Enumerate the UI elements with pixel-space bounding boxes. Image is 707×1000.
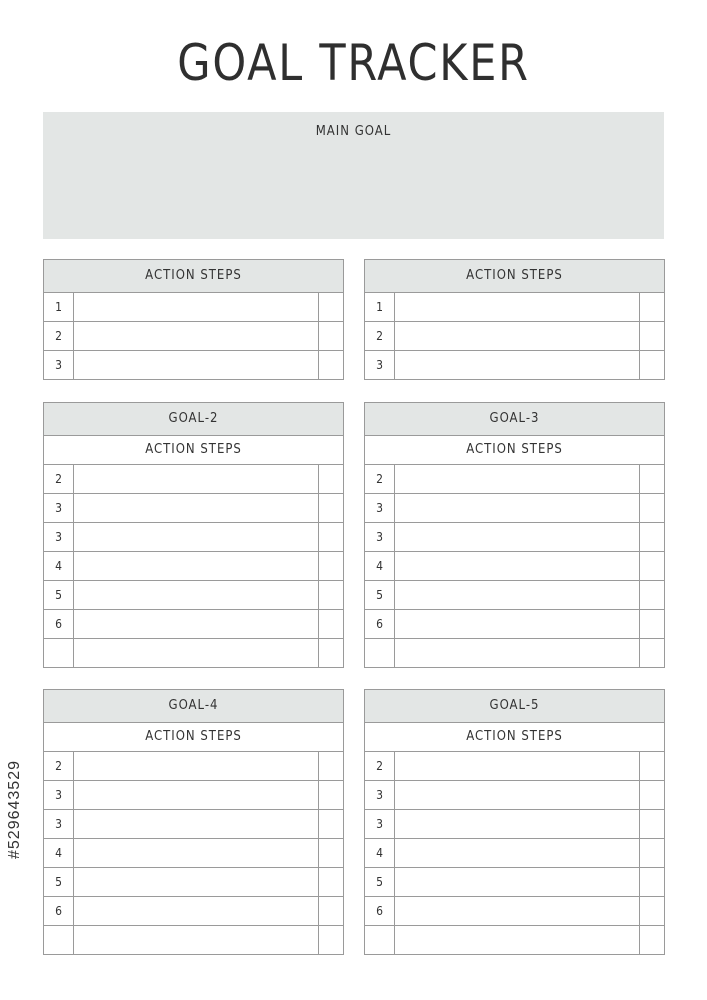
step-cell[interactable]	[74, 581, 319, 610]
table-row	[365, 926, 665, 955]
check-cell[interactable]	[640, 897, 665, 926]
table-row	[365, 581, 665, 610]
table-row	[44, 610, 344, 639]
row-number	[365, 926, 395, 955]
table-row	[44, 523, 344, 552]
step-cell[interactable]	[395, 839, 640, 868]
step-cell[interactable]	[74, 322, 319, 351]
table-row	[44, 752, 344, 781]
row-number: 1	[365, 293, 395, 322]
check-cell[interactable]	[319, 351, 344, 380]
table-row	[365, 839, 665, 868]
stock-id-label: #529643529	[6, 760, 23, 859]
row-number: 4	[44, 839, 74, 868]
step-cell[interactable]	[74, 926, 319, 955]
step-cell[interactable]	[74, 639, 319, 668]
check-cell[interactable]	[640, 868, 665, 897]
action-steps-header: ACTION STEPS	[365, 436, 665, 465]
table-row	[44, 351, 344, 380]
main-goal-box[interactable]	[43, 112, 664, 239]
row-number: 3	[365, 494, 395, 523]
step-cell[interactable]	[74, 494, 319, 523]
step-cell[interactable]	[395, 781, 640, 810]
table-row	[44, 322, 344, 351]
table-row	[44, 293, 344, 322]
goal-4-table	[43, 689, 344, 955]
row-number: 6	[44, 610, 74, 639]
action-steps-table-1-right	[364, 259, 665, 380]
step-cell[interactable]	[395, 552, 640, 581]
table-row	[365, 752, 665, 781]
check-cell[interactable]	[319, 581, 344, 610]
step-cell[interactable]	[395, 322, 640, 351]
check-cell[interactable]	[640, 552, 665, 581]
check-cell[interactable]	[319, 810, 344, 839]
check-cell[interactable]	[640, 581, 665, 610]
table-row	[44, 552, 344, 581]
action-steps-header: ACTION STEPS	[365, 260, 665, 293]
check-cell[interactable]	[640, 523, 665, 552]
row-number	[44, 639, 74, 668]
table-row	[44, 839, 344, 868]
row-number: 1	[44, 293, 74, 322]
step-cell[interactable]	[395, 868, 640, 897]
check-cell[interactable]	[640, 465, 665, 494]
check-cell[interactable]	[319, 465, 344, 494]
row-number: 6	[44, 897, 74, 926]
table-row	[365, 552, 665, 581]
check-cell[interactable]	[319, 494, 344, 523]
step-cell[interactable]	[395, 523, 640, 552]
table-row	[365, 897, 665, 926]
page-title: GOAL TRACKER	[177, 34, 530, 92]
goal-title: GOAL-3	[365, 403, 665, 436]
row-number: 6	[365, 610, 395, 639]
row-number: 2	[44, 465, 74, 494]
table-row	[44, 639, 344, 668]
check-cell[interactable]	[640, 926, 665, 955]
table-row	[44, 897, 344, 926]
step-cell[interactable]	[74, 752, 319, 781]
row-number: 2	[44, 322, 74, 351]
action-steps-table-1-left	[43, 259, 344, 380]
check-cell[interactable]	[640, 494, 665, 523]
row-number: 3	[44, 494, 74, 523]
step-cell[interactable]	[74, 610, 319, 639]
action-steps-header: ACTION STEPS	[365, 723, 665, 752]
step-cell[interactable]	[395, 752, 640, 781]
step-cell[interactable]	[74, 810, 319, 839]
check-cell[interactable]	[319, 752, 344, 781]
row-number: 3	[44, 523, 74, 552]
row-number: 4	[365, 552, 395, 581]
table-row	[365, 639, 665, 668]
row-number: 5	[365, 581, 395, 610]
action-steps-header: ACTION STEPS	[44, 723, 344, 752]
step-cell[interactable]	[395, 810, 640, 839]
row-number: 3	[44, 810, 74, 839]
step-cell[interactable]	[74, 868, 319, 897]
step-cell[interactable]	[74, 781, 319, 810]
table-row	[365, 322, 665, 351]
check-cell[interactable]	[640, 639, 665, 668]
check-cell[interactable]	[319, 781, 344, 810]
check-cell[interactable]	[640, 781, 665, 810]
step-cell[interactable]	[395, 581, 640, 610]
table-row	[44, 926, 344, 955]
goal-5-table	[364, 689, 665, 955]
table-row	[44, 868, 344, 897]
row-number: 2	[365, 465, 395, 494]
check-cell[interactable]	[640, 610, 665, 639]
row-number	[44, 926, 74, 955]
row-number: 3	[365, 523, 395, 552]
table-row	[365, 810, 665, 839]
check-cell[interactable]	[319, 897, 344, 926]
row-number: 4	[44, 552, 74, 581]
check-cell[interactable]	[319, 552, 344, 581]
row-number: 3	[365, 351, 395, 380]
step-cell[interactable]	[74, 897, 319, 926]
row-number: 3	[44, 351, 74, 380]
step-cell[interactable]	[395, 639, 640, 668]
step-cell[interactable]	[395, 494, 640, 523]
row-number: 3	[44, 781, 74, 810]
step-cell[interactable]	[395, 897, 640, 926]
check-cell[interactable]	[640, 810, 665, 839]
table-row	[365, 523, 665, 552]
row-number: 5	[44, 581, 74, 610]
row-number: 3	[365, 810, 395, 839]
step-cell[interactable]	[395, 351, 640, 380]
table-row	[365, 781, 665, 810]
step-cell[interactable]	[74, 839, 319, 868]
table-row	[44, 781, 344, 810]
check-cell[interactable]	[319, 926, 344, 955]
step-cell[interactable]	[395, 465, 640, 494]
check-cell[interactable]	[319, 293, 344, 322]
main-goal-label: MAIN GOAL	[315, 124, 392, 139]
table-row	[365, 494, 665, 523]
check-cell[interactable]	[640, 351, 665, 380]
step-cell[interactable]	[395, 610, 640, 639]
table-row	[365, 610, 665, 639]
row-number: 5	[44, 868, 74, 897]
check-cell[interactable]	[640, 293, 665, 322]
table-row	[365, 465, 665, 494]
goal-title: GOAL-5	[365, 690, 665, 723]
table-row	[365, 868, 665, 897]
row-number: 3	[365, 781, 395, 810]
step-cell[interactable]	[74, 552, 319, 581]
goal-2-table	[43, 402, 344, 668]
row-number: 2	[365, 752, 395, 781]
step-cell[interactable]	[74, 523, 319, 552]
goal-3-table	[364, 402, 665, 668]
check-cell[interactable]	[319, 610, 344, 639]
check-cell[interactable]	[319, 639, 344, 668]
goal-title: GOAL-4	[44, 690, 344, 723]
row-number: 2	[365, 322, 395, 351]
action-steps-header: ACTION STEPS	[44, 436, 344, 465]
step-cell[interactable]	[395, 293, 640, 322]
check-cell[interactable]	[319, 322, 344, 351]
step-cell[interactable]	[74, 293, 319, 322]
check-cell[interactable]	[319, 868, 344, 897]
row-number: 2	[44, 752, 74, 781]
check-cell[interactable]	[319, 523, 344, 552]
table-row	[44, 465, 344, 494]
table-row	[44, 581, 344, 610]
check-cell[interactable]	[640, 322, 665, 351]
check-cell[interactable]	[319, 839, 344, 868]
step-cell[interactable]	[74, 465, 319, 494]
table-row	[365, 293, 665, 322]
table-row	[365, 351, 665, 380]
row-number: 4	[365, 839, 395, 868]
step-cell[interactable]	[395, 926, 640, 955]
check-cell[interactable]	[640, 752, 665, 781]
row-number	[365, 639, 395, 668]
table-row	[44, 810, 344, 839]
step-cell[interactable]	[74, 351, 319, 380]
row-number: 6	[365, 897, 395, 926]
table-row	[44, 494, 344, 523]
goal-title: GOAL-2	[44, 403, 344, 436]
row-number: 5	[365, 868, 395, 897]
check-cell[interactable]	[640, 839, 665, 868]
action-steps-header: ACTION STEPS	[44, 260, 344, 293]
